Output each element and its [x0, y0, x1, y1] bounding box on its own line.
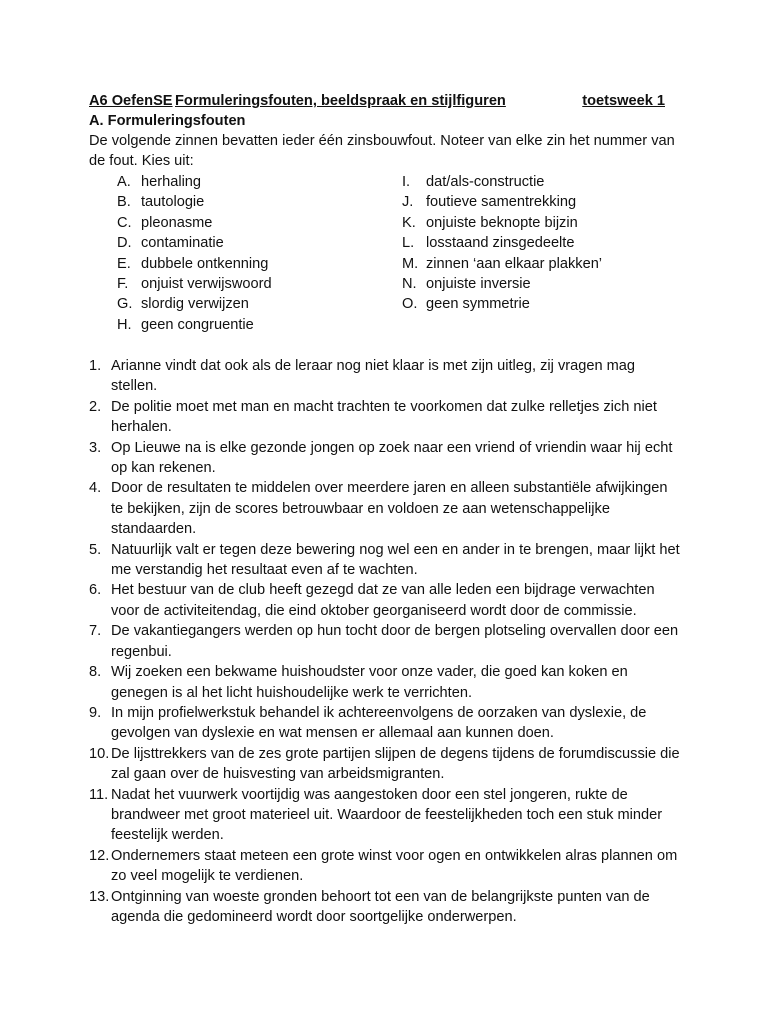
option-item: [117, 213, 377, 233]
question-text: De politie moet met man en macht trachten te voorkomen dat zulke relletjes zich niet herhalen.: [111, 398, 657, 436]
question-text: Wij zoeken een bekwame huishoudster voor onze vader, die goed kan koken en genegen is al het licht huishoudelijke werk te verrichten.: [111, 664, 628, 701]
option-letter: D.: [117, 235, 132, 252]
question-number: 12.: [89, 847, 110, 864]
option-text: pleonasme: [141, 214, 213, 231]
document-header: [89, 91, 665, 111]
question-item: [89, 703, 681, 744]
option-item: [117, 315, 377, 335]
option-text: slordig verwijzen: [141, 296, 249, 313]
question-item: [89, 478, 681, 539]
option-item: [117, 172, 377, 192]
question-number: 11.: [89, 786, 109, 803]
question-item: [89, 397, 681, 438]
question-number: 4.: [89, 480, 102, 497]
option-item: [402, 254, 672, 274]
option-letter: J.: [402, 194, 414, 211]
question-number: 10.: [89, 745, 110, 762]
question-text: In mijn profielwerkstuk behandel ik achtereenvolgens de oorzaken van dyslexie, de gevolgen van dyslexie en wat mensen er allemaal aan kunnen doen.: [111, 704, 647, 742]
option-text: contaminatie: [141, 235, 224, 252]
option-item: [117, 294, 377, 314]
question-item: [89, 580, 681, 621]
question-number: 7.: [89, 623, 102, 640]
option-letter: M.: [402, 255, 419, 272]
question-text: Ontginning van woeste gronden behoort tot een van de belangrijkste punten van de agenda die gedomineerd wordt door soortgelijke onderwerpen.: [111, 888, 650, 925]
option-text: zinnen ‘aan elkaar plakken’: [426, 255, 603, 272]
options-column-right: [402, 172, 672, 315]
question-number: 8.: [89, 664, 102, 681]
option-item: [402, 294, 672, 314]
option-item: [117, 254, 377, 274]
option-item: [402, 192, 672, 212]
question-number: 1.: [89, 358, 102, 374]
option-text: onjuist verwijswoord: [141, 275, 272, 292]
question-item: [89, 356, 681, 397]
question-item: [89, 540, 681, 581]
question-number: 3.: [89, 439, 102, 456]
question-item: [89, 785, 681, 846]
header-subject: Formuleringsfouten, beeldspraak en stijlfiguren: [175, 93, 506, 109]
question-item: [89, 438, 681, 479]
question-text: Door de resultaten te middelen over meerdere jaren en alleen substantiële afwijkingen te bekijken, zijn de scores betrouwbaar en voldoen ze aan wetenschappelijke standaarden.: [111, 480, 668, 538]
question-item: [89, 846, 681, 887]
question-text: De vakantiegangers werden op hun tocht door de bergen plotseling overvallen door een regenbui.: [111, 623, 679, 660]
option-letter: G.: [117, 296, 133, 313]
question-item: [89, 744, 681, 785]
option-letter: B.: [117, 194, 131, 211]
option-text: dat/als-constructie: [426, 174, 545, 190]
option-letter: E.: [117, 255, 131, 272]
option-item: [402, 274, 672, 294]
question-number: 9.: [89, 704, 102, 721]
option-item: [117, 192, 377, 212]
option-text: onjuiste inversie: [426, 275, 531, 292]
option-letter: O.: [402, 296, 418, 313]
option-item: [402, 233, 672, 253]
option-text: dubbele ontkenning: [141, 255, 269, 272]
question-number: 6.: [89, 582, 102, 599]
question-text: Het bestuur van de club heeft gezegd dat ze van alle leden een bijdrage verwachten voor de activiteitendag, die eind oktober georganiseerd wordt door de commissie.: [111, 582, 655, 619]
header-code: A6 OefenSE: [89, 93, 173, 109]
option-letter: A.: [117, 174, 131, 190]
option-text: onjuiste beknopte bijzin: [426, 214, 578, 231]
question-text: Ondernemers staat meteen een grote winst voor ogen en ontwikkelen alras plannen om zo veel mogelijk te verdienen.: [111, 847, 678, 885]
question-text: De lijsttrekkers van de zes grote partijen slijpen de degens tijdens de forumdiscussie die zal gaan over de huisvesting van arbeidsmigranten.: [111, 745, 680, 783]
option-text: losstaand zinsgedeelte: [426, 235, 575, 252]
option-letter: H.: [117, 316, 132, 333]
option-letter: N.: [402, 275, 417, 292]
option-text: tautologie: [141, 194, 205, 211]
option-item: [402, 172, 672, 192]
question-text: Op Lieuwe na is elke gezonde jongen op zoek naar een vriend of vriendin waar hij echt op kan rekenen.: [111, 439, 673, 477]
option-text: herhaling: [141, 174, 202, 190]
question-text: Natuurlijk valt er tegen deze bewering nog wel een en ander in te brengen, maar lijkt het me verstandig het resultaat even af te wachten.: [111, 541, 680, 579]
question-text: Arianne vindt dat ook als de leraar nog niet klaar is met zijn uitleg, zij vragen mag stellen.: [111, 358, 636, 395]
question-text: Nadat het vuurwerk voortijdig was aangestoken door een stel jongeren, rukte de brandweer met groot materieel uit. Waardoor de feestelijkheden toch een stuk minder feestelijk werden.: [111, 786, 663, 844]
option-item: [117, 274, 377, 294]
section-intro: De volgende zinnen bevatten ieder één zinsbouwfout. Noteer van elke zin het nummer van de fout. Kies uit:: [89, 133, 675, 170]
question-item: [89, 887, 681, 928]
question-list: [89, 356, 681, 927]
option-letter: L.: [402, 235, 415, 252]
option-letter: F.: [117, 275, 129, 292]
section-title: A. Formuleringsfouten: [89, 113, 246, 129]
question-number: 13.: [89, 888, 110, 905]
option-letter: I.: [402, 174, 411, 190]
question-number: 2.: [89, 398, 102, 415]
option-text: geen symmetrie: [426, 296, 530, 313]
option-item: [402, 213, 672, 233]
option-text: geen congruentie: [141, 316, 254, 333]
option-letter: C.: [117, 214, 132, 231]
error-type-options: [117, 172, 677, 342]
options-column-left: [117, 172, 377, 335]
option-letter: K.: [402, 214, 416, 231]
option-item: [117, 233, 377, 253]
question-item: [89, 662, 681, 703]
question-number: 5.: [89, 541, 102, 558]
option-text: foutieve samentrekking: [426, 194, 577, 211]
header-week: toetsweek 1: [582, 93, 665, 109]
question-item: [89, 621, 681, 662]
